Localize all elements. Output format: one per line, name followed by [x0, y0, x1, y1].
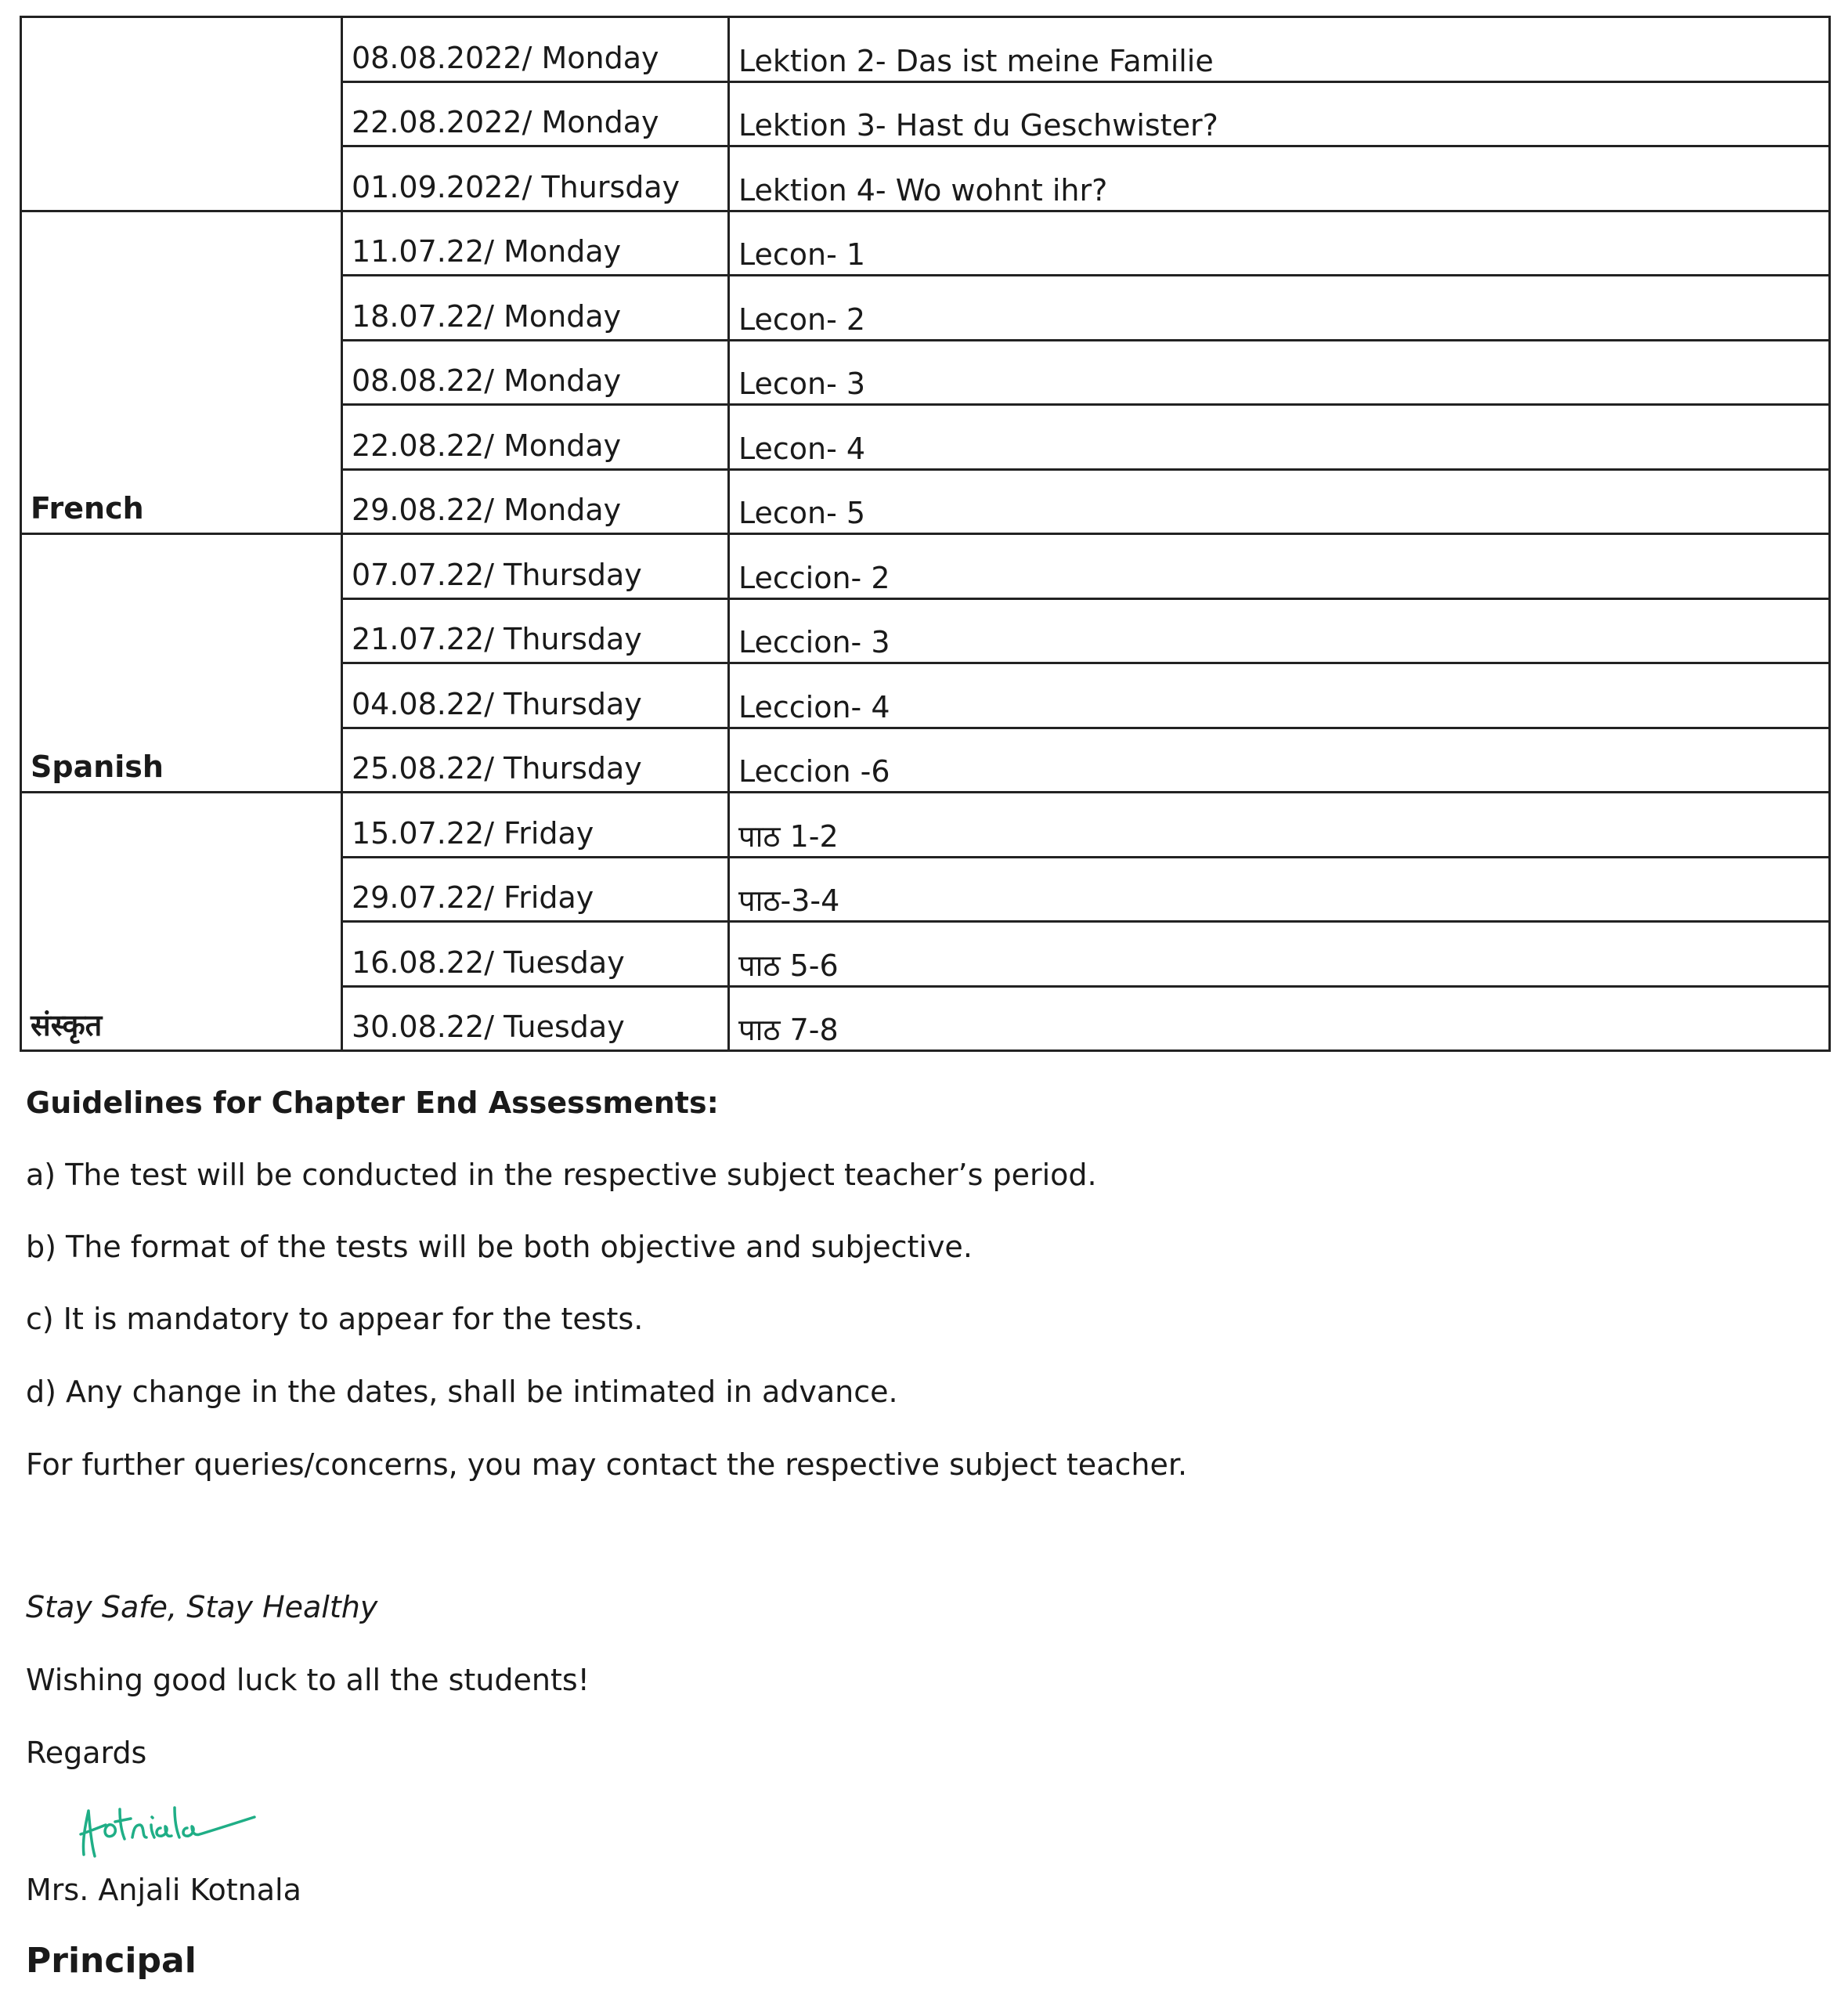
- lesson-cell: Leccion- 2: [729, 534, 1830, 599]
- principal-name: Mrs. Anjali Kotnala: [26, 1873, 301, 1907]
- regards-text: Regards: [26, 1736, 147, 1770]
- date-cell: 08.08.22/ Monday: [342, 340, 729, 405]
- guideline-item-c: c) It is mandatory to appear for the tests.: [26, 1302, 644, 1336]
- lesson-cell: पाठ 1-2: [729, 793, 1830, 858]
- date-cell: 21.07.22/ Thursday: [342, 598, 729, 663]
- guideline-item-b: b) The format of the tests will be both objective and subjective.: [26, 1230, 973, 1264]
- subject-cell: [21, 17, 342, 211]
- subject-cell: Spanish: [21, 534, 342, 793]
- date-cell: 15.07.22/ Friday: [342, 793, 729, 858]
- date-cell: 16.08.22/ Tuesday: [342, 922, 729, 987]
- lesson-cell: Lecon- 5: [729, 469, 1830, 534]
- date-cell: 08.08.2022/ Monday: [342, 17, 729, 82]
- lesson-cell: Lektion 3- Hast du Geschwister?: [729, 81, 1830, 146]
- lesson-cell: Lecon- 4: [729, 405, 1830, 470]
- tagline: Stay Safe, Stay Healthy: [26, 1590, 378, 1624]
- date-cell: 22.08.2022/ Monday: [342, 81, 729, 146]
- guideline-item-a: a) The test will be conducted in the respective subject teacher’s period.: [26, 1158, 1097, 1192]
- lesson-cell: पाठ 5-6: [729, 922, 1830, 987]
- lesson-cell: Lektion 2- Das ist meine Familie: [729, 17, 1830, 82]
- lesson-cell: Leccion- 4: [729, 663, 1830, 728]
- date-cell: 22.08.22/ Monday: [342, 405, 729, 470]
- guideline-item-d: d) Any change in the dates, shall be intimated in advance.: [26, 1375, 898, 1409]
- date-cell: 25.08.22/ Thursday: [342, 728, 729, 793]
- lesson-cell: पाठ-3-4: [729, 857, 1830, 922]
- queries-note: For further queries/concerns, you may contact the respective subject teacher.: [26, 1447, 1188, 1482]
- lesson-cell: पाठ 7-8: [729, 986, 1830, 1051]
- signature-image: [74, 1794, 262, 1864]
- table-row: [21, 534, 1830, 599]
- table-row: [21, 793, 1830, 858]
- date-cell: 29.07.22/ Friday: [342, 857, 729, 922]
- date-cell: 07.07.22/ Thursday: [342, 534, 729, 599]
- subject-cell: French: [21, 211, 342, 534]
- date-cell: 18.07.22/ Monday: [342, 276, 729, 341]
- date-cell: 11.07.22/ Monday: [342, 211, 729, 276]
- table-row: [21, 17, 1830, 82]
- lesson-cell: Lecon- 1: [729, 211, 1830, 276]
- lesson-cell: Lecon- 3: [729, 340, 1830, 405]
- assessment-schedule-table: [20, 16, 1831, 1052]
- table-row: [21, 211, 1830, 276]
- date-cell: 30.08.22/ Tuesday: [342, 986, 729, 1051]
- date-cell: 01.09.2022/ Thursday: [342, 146, 729, 211]
- guidelines-title: Guidelines for Chapter End Assessments:: [26, 1086, 719, 1120]
- lesson-cell: Lecon- 2: [729, 276, 1830, 341]
- lesson-cell: Leccion- 3: [729, 598, 1830, 663]
- principal-designation: Principal: [26, 1941, 197, 1981]
- date-cell: 29.08.22/ Monday: [342, 469, 729, 534]
- lesson-cell: Lektion 4- Wo wohnt ihr?: [729, 146, 1830, 211]
- date-cell: 04.08.22/ Thursday: [342, 663, 729, 728]
- wish-text: Wishing good luck to all the students!: [26, 1663, 590, 1697]
- subject-cell: संस्कृत: [21, 793, 342, 1051]
- lesson-cell: Leccion -6: [729, 728, 1830, 793]
- schedule-body: [21, 17, 1830, 1051]
